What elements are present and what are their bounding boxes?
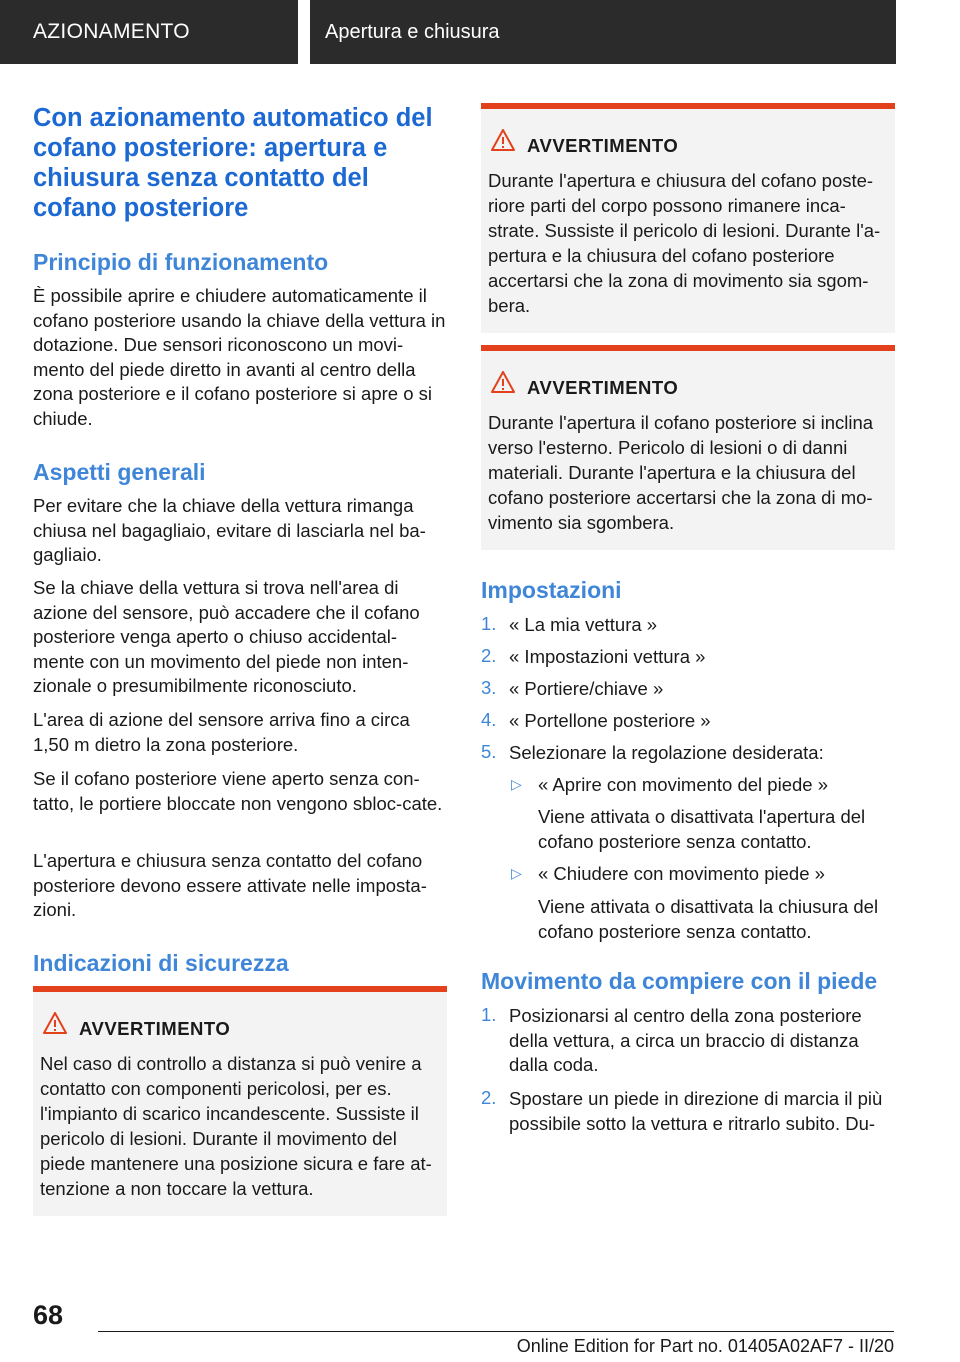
option-label: « Aprire con movimento del piede » [538, 774, 829, 795]
step-text: « Portellone posteriore » [509, 710, 711, 731]
general-paragraph: Se il cofano posteriore viene aperto senza con-tatto, le portiere bloccate non vengono sbloc-cate. [33, 768, 443, 814]
step-number: 2. [481, 1087, 497, 1108]
footer-divider [98, 1331, 894, 1332]
general-paragraph: Per evitare che la chiave della vettura rimanga chiusa nel bagagliaio, evitare di lasciarla nel ba-gagliaio. [33, 495, 426, 565]
option-label: « Chiudere con movimento piede » [538, 863, 825, 884]
step-text: Posizionarsi al centro della zona posteriore della vettura, a circa un braccio di distanza dalla coda. [509, 1005, 862, 1075]
title-line: cofano posteriore [33, 194, 249, 222]
title-line: cofano posteriore: apertura e [33, 134, 388, 162]
safety-heading: Indicazioni di sicurezza [33, 950, 289, 976]
warning-text: Nel caso di controllo a distanza si può venire a contatto con componenti pericolosi, per es. l'impianto di scarico incandescente. Sussiste il pericolo di lesioni. Durante il movimento del piede mantenere una posizione sicura e fare at-tenzione a non toccare la vettura. [40, 1053, 432, 1199]
title-line: Con azionamento automatico del [33, 104, 433, 132]
step-text: « Portiere/chiave » [509, 678, 664, 699]
step-number: 4. [481, 709, 497, 730]
step-number: 2. [481, 645, 497, 666]
movement-heading: Movimento da compiere con il piede [481, 968, 878, 994]
warning-box [481, 345, 895, 550]
bullet-triangle-icon: ▷ [511, 865, 522, 881]
warning-triangle-icon [491, 129, 515, 151]
section-label: AZIONAMENTO [33, 20, 190, 43]
warning-title: AVVERTIMENTO [79, 1018, 231, 1039]
general-paragraph: L'area di azione del sensore arriva fino a circa 1,50 m dietro la zona posteriore. [33, 709, 410, 755]
bullet-triangle-icon: ▷ [511, 776, 522, 792]
principle-heading: Principio di funzionamento [33, 249, 329, 275]
chapter-label: Apertura e chiusura [325, 20, 500, 43]
step-number: 3. [481, 677, 497, 698]
step-number: 5. [481, 741, 497, 762]
warning-triangle-icon [491, 371, 515, 393]
warning-title: AVVERTIMENTO [527, 135, 679, 156]
warning-text: Durante l'apertura e chiusura del cofano poste-riore parti del corpo possono rimanere inca-strate. Sussiste il pericolo di lesioni. Durante l'a-pertura e la chiusura del cofano posteriore accertarsi che la zona di movimento sia sgom-bera. [488, 170, 881, 316]
chapter-tab [310, 0, 896, 64]
warning-box [481, 103, 895, 333]
option-description: Viene attivata o disattivata la chiusura del cofano posteriore senza contatto. [538, 896, 879, 942]
step-number: 1. [481, 1004, 497, 1025]
settings-heading: Impostazioni [481, 577, 622, 603]
step-text: « La mia vettura » [509, 614, 658, 635]
footer-edition: Online Edition for Part no. 01405A02AF7 - II/20 [516, 1336, 894, 1356]
general-paragraph: Se la chiave della vettura si trova nell'area di azione del sensore, può accadere che il cofano posteriore venga aperto o chiuso accidental-mente con un movimento del piede non inten-zionale o presumibilmente riconosciuto. [33, 577, 420, 696]
option-description: Viene attivata o disattivata l'apertura del cofano posteriore senza contatto. [538, 806, 866, 852]
warning-box [33, 986, 447, 1216]
warning-triangle-icon [43, 1012, 67, 1034]
title-line: chiusura senza contatto del [33, 164, 369, 192]
warning-text: Durante l'apertura il cofano posteriore si inclina verso l'esterno. Pericolo di lesioni o di danni materiali. Durante l'apertura e la chiusura del cofano posteriore accertarsi che la zona di mo-vimento sia sgombera. [488, 412, 874, 533]
warning-title: AVVERTIMENTO [527, 377, 679, 398]
step-text: Spostare un piede in direzione di marcia il più possibile sotto la vettura e ritrarlo subito. Du- [509, 1088, 883, 1134]
page-number: 68 [33, 1300, 64, 1330]
step-text: Selezionare la regolazione desiderata: [509, 742, 824, 763]
principle-text: È possibile aprire e chiudere automaticamente il cofano posteriore usando la chiave della vettura in dotazione. Due sensori riconoscono un movi-mento del piede diretto in avanti al centro della zona posteriore e il cofano posteriore si apre o si chiude. [33, 285, 446, 429]
step-text: « Impostazioni vettura » [509, 646, 706, 667]
general-heading: Aspetti generali [33, 459, 206, 485]
page-title [33, 103, 433, 223]
step-number: 1. [481, 613, 497, 634]
section-tab [0, 0, 298, 64]
general-paragraph: L'apertura e chiusura senza contatto del cofano posteriore devono essere attivate nelle imposta-zioni. [33, 850, 427, 920]
